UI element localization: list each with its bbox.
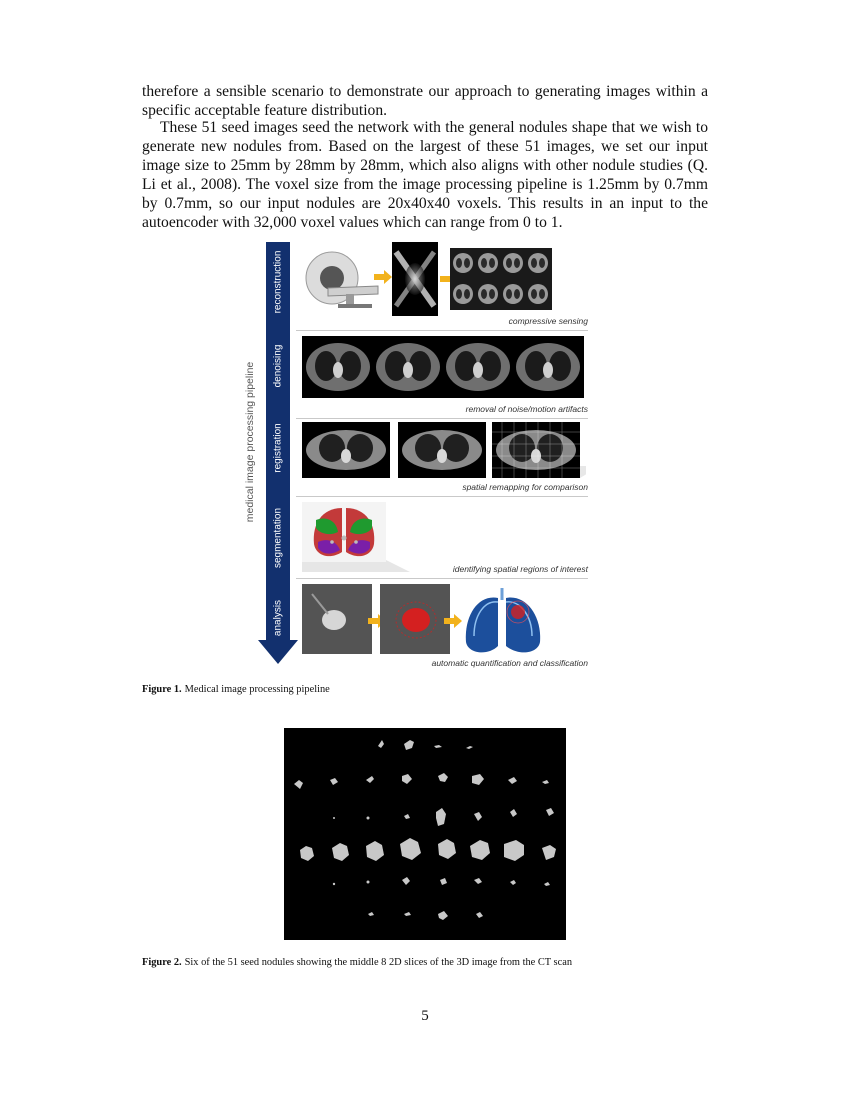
reconstructed-slices-image — [450, 248, 552, 310]
stage-label-reconstruction: reconstruction — [272, 250, 284, 314]
stage-caption-denoising: removal of noise/motion artifacts — [465, 404, 588, 414]
stage-label-analysis: analysis — [272, 599, 284, 637]
pipeline-title: medical image processing pipeline — [244, 361, 256, 523]
figure-1-pipeline — [244, 242, 598, 670]
stage-caption-reconstruction: compressive sensing — [508, 316, 588, 326]
ct-scanner-image — [302, 248, 380, 314]
stage-caption-registration: spatial remapping for comparison — [462, 482, 588, 492]
nodule-image — [302, 584, 372, 654]
figure-1-caption — [142, 684, 330, 695]
arrow-icon — [374, 270, 392, 284]
registration-slices-image — [302, 422, 586, 480]
paragraph-seed-images: These 51 seed images seed the network with the general nodules shape that we wish to generate new nodules from. Based on the largest of these 51 images, we set our input image size to 25mm by 28mm by 28mm, which also aligns with other nodule studies (Q. Li et al., 2008). The voxel size from the image processing pipeline is 1.25mm by 0.7mm by 0.7mm, so our input nodules are 20x40x40 voxels. This results in an input to the autoencoder with 32,000 voxel values which can range from 0 to 1. — [142, 119, 708, 231]
pipeline-down-arrow-icon — [258, 640, 298, 664]
paragraph-continuation: therefore a sensible scenario to demonstrate our approach to generating images within a specific acceptable feature distribution. — [142, 83, 708, 119]
figure-2-caption-text: Six of the 51 seed nodules showing the middle 8 2D slices of the 3D image from the CT scan — [184, 957, 573, 968]
stage-label-denoising: denoising — [272, 344, 284, 388]
figure-2-label: Figure 2. — [142, 957, 182, 968]
stage-caption-segmentation: identifying spatial regions of interest — [452, 564, 588, 574]
sinogram-image — [392, 242, 438, 316]
stage-label-registration: registration — [272, 423, 284, 473]
lungs-3d-image — [458, 586, 550, 658]
segmentation-lung-image — [302, 502, 412, 572]
stage-caption-analysis: automatic quantification and classification — [431, 658, 588, 668]
page-number: 5 — [421, 1008, 429, 1024]
highlighted-nodule-image — [380, 584, 450, 654]
denoising-slices-image — [302, 336, 584, 398]
stage-label-segmentation: segmentation — [272, 507, 284, 569]
figure-2-nodule-slices — [284, 728, 566, 940]
figure-2-caption — [142, 957, 572, 968]
figure-1-caption-text: Medical image processing pipeline — [184, 684, 330, 695]
figure-1-label: Figure 1. — [142, 684, 182, 695]
